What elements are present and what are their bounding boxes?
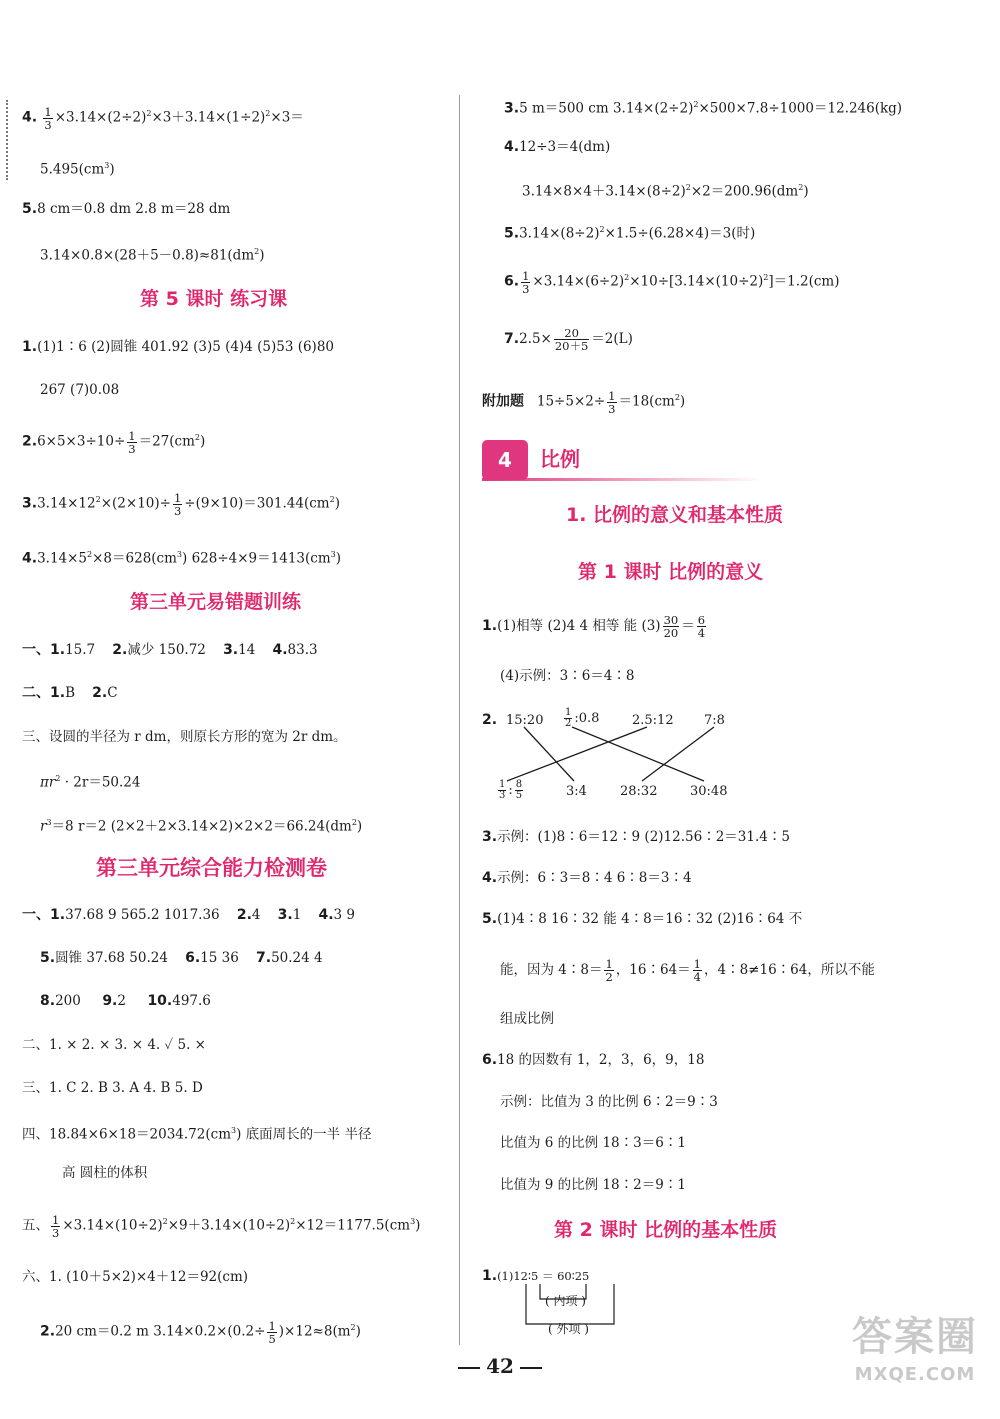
answer-line: 比值为 9 的比例 18∶2＝9∶1 bbox=[500, 1177, 686, 1193]
binding-edge-marks bbox=[6, 100, 12, 180]
answer-line: 4. $\frac{1}{3}$ $\times 3.14\times(2\div 2)^2\times 3+3.14\times(1\div 2)^2\times 3=$ bbox=[22, 104, 304, 132]
answer-line: $r^3=8$ r＝2 $(2\times 2+2\times 3.14\times 2)\times 2\times 2=66.24(dm^2)$ bbox=[40, 818, 363, 835]
answer-line: $5.495(cm^3)$ bbox=[40, 161, 115, 178]
fraction: $\frac{1}{3}$ bbox=[52, 1212, 60, 1240]
answer-line: $4.3.14\times 5^2\times 8=628(cm^3)$ $628\div 4\times 9=1413(cm^3)$ bbox=[22, 550, 342, 567]
fraction: $\frac{1}{2}$ bbox=[565, 707, 572, 729]
answer-line: 1.(1)相等 (2)4 4 相等 能 (3) $\frac{30}{20}$ ＝ $\frac{6}{4}$ bbox=[482, 613, 706, 640]
answer-line: 3.5 m＝500 cm $3.14\times(2\div 2)^2\times 500\times 7.8\div 1000=12.246(kg)$ bbox=[504, 100, 903, 117]
match-line bbox=[642, 727, 714, 781]
match-bottom-item: 30:48 bbox=[690, 784, 728, 799]
answer-line: $3.14\times 8\times 4+3.14\times(8\div 2)^2\times 2=200.96(dm^2)$ bbox=[522, 183, 809, 200]
answer-line: 5.圆锥 37.68 50.24 6.15 36 7.50.24 4 bbox=[40, 950, 323, 966]
outer-term-label: ( 外项 ) bbox=[548, 1322, 589, 1336]
fraction: $\frac{30}{20}$ bbox=[663, 613, 679, 640]
fraction: $\frac{1}{5}$ bbox=[268, 1318, 276, 1346]
fraction: $\frac{1}{3}$ bbox=[44, 104, 52, 132]
answer-line: 1.(1)12∶5 ＝ 60∶25 bbox=[482, 1268, 590, 1284]
fraction: $\frac{1}{4}$ bbox=[693, 957, 701, 984]
answer-line: 四、$18.84\times 6\times 18=2034.72(cm^3)$ 底面周长的一半 半径 bbox=[22, 1126, 372, 1143]
match-top-item: 15:20 bbox=[506, 713, 544, 728]
page-number: 42 bbox=[440, 1354, 560, 1378]
answer-line: 比值为 6 的比例 18∶3＝6∶1 bbox=[500, 1135, 686, 1151]
section-heading: 1. 比例的意义和基本性质 bbox=[566, 504, 784, 526]
answer-line: 2.20 cm＝0.2 m 3.14×0.2×(0.2÷ $\frac{1}{5}$ )$\times 12\approx 8(m^2)$ bbox=[40, 1318, 361, 1346]
answer-line: 示例：比值为 3 的比例 6∶2＝9∶3 bbox=[500, 1094, 718, 1110]
section-heading: 第三单元易错题训练 bbox=[130, 591, 302, 613]
section-heading: 第 5 课时 练习课 bbox=[140, 288, 288, 310]
answer-line: 267 (7)0.08 bbox=[40, 382, 120, 398]
answer-line: 2.6×5×3÷10÷ $\frac{1}{3}$ $=27(cm^2)$ bbox=[22, 428, 206, 456]
fraction: $\frac{1}{3}$ bbox=[522, 268, 530, 296]
fraction: $\frac{1}{2}$ bbox=[605, 957, 613, 984]
fraction: $\frac{1}{3}$ bbox=[128, 428, 136, 456]
site-watermark: 答案圈 MXQE.COM bbox=[852, 1314, 978, 1385]
fraction: $\frac{1}{3}$ bbox=[499, 779, 506, 801]
answer-line: 3.示例：(1)8∶6＝12∶9 (2)12.56∶2＝31.4∶5 bbox=[482, 829, 790, 845]
answer-line: $3.3.14\times 12^2\times(2\times 10)\div$ $\frac{1}{3}$ $\div(9\times 10)=301.44(cm^2)$ bbox=[22, 490, 340, 518]
match-bottom-item: 28:32 bbox=[620, 784, 658, 799]
answer-line: 6.18 的因数有 1，2，3，6，9，18 bbox=[482, 1052, 705, 1068]
answer-line: (4)示例：3∶6＝4∶8 bbox=[500, 668, 635, 684]
answer-line: $\pi r^2 \cdot 2r=50.24$ bbox=[40, 774, 141, 791]
match-top-item: $\frac{1}{2}$ :0.8 bbox=[565, 707, 600, 729]
answer-line: 2. bbox=[482, 712, 498, 728]
answer-line: 二、1. × 2. × 3. × 4. ✓ 5. × bbox=[22, 1037, 206, 1053]
section-heading: 第 2 课时 比例的基本性质 bbox=[554, 1219, 778, 1241]
answer-line: 三、设圆的半径为 r dm，则原长方形的宽为 2r dm。 bbox=[22, 729, 347, 745]
match-top-item: 2.5:12 bbox=[632, 713, 674, 728]
unit-underline bbox=[482, 478, 762, 481]
fraction: $\frac{1}{3}$ bbox=[608, 388, 616, 416]
column-divider bbox=[459, 95, 460, 1345]
answer-line: 5.8 cm＝0.8 dm 2.8 m＝28 dm bbox=[22, 201, 231, 217]
match-line bbox=[572, 727, 704, 781]
answer-line: 六、1. (10＋5×2)×4＋12＝92(cm) bbox=[22, 1269, 249, 1285]
fraction: $\frac{8}{5}$ bbox=[515, 779, 523, 801]
unit-title: 比例 bbox=[540, 447, 580, 471]
match-line bbox=[524, 727, 574, 781]
answer-line: 高 圆柱的体积 bbox=[62, 1165, 148, 1181]
answer-line: 三、1. C 2. B 3. A 4. B 5. D bbox=[22, 1080, 203, 1096]
fraction: $\frac{1}{3}$ bbox=[173, 490, 182, 518]
answer-line: 二、1.B 2.C bbox=[22, 685, 118, 701]
match-line bbox=[507, 727, 647, 781]
answer-line: 6. $\frac{1}{3}$ $\times 3.14\times(6\div 2)^2\times 10\div[3.14\times(10\div 2)^2]=1.2(cm)$ bbox=[504, 268, 840, 296]
fraction: $\frac{20}{20+5}$ bbox=[554, 326, 589, 353]
answer-line: 五、 $\frac{1}{3}$ $\times 3.14\times(10\div 2)^2\times 9+3.14\times(10\div 2)^2\times 12=1177.5(cm^3)$ bbox=[22, 1212, 421, 1240]
answer-line: 4.12÷3＝4(dm) bbox=[504, 139, 611, 155]
answer-line: $3.14\times 0.8\times(28+5-0.8)\approx 81(dm^2)$ bbox=[40, 247, 265, 264]
answer-line: 5.(1)4∶8 16∶32 能 4∶8＝16∶32 (2)16∶64 不 bbox=[482, 911, 803, 927]
answer-line: 1.(1)1∶6 (2)圆锥 401.92 (3)5 (4)4 (5)53 (6)80 bbox=[22, 339, 334, 355]
match-bottom-item: 3:4 bbox=[566, 784, 587, 799]
fraction: $\frac{6}{4}$ bbox=[697, 613, 706, 640]
answer-line: 8.200 9.2 10.497.6 bbox=[40, 993, 211, 1009]
inner-term-label: ( 内项 ) bbox=[545, 1294, 586, 1308]
unit-number-badge: 4 bbox=[482, 440, 528, 480]
answer-line: 组成比例 bbox=[500, 1011, 554, 1027]
section-heading: 第 1 课时 比例的意义 bbox=[578, 561, 764, 583]
answer-line: $5.3.14\times(8\div 2)^2\times 1.5\div(6.28\times 4)=3$(时) bbox=[504, 225, 756, 242]
answer-line: 能，因为 4∶8＝ $\frac{1}{2}$ ，16∶64＝ $\frac{1}{4}$ ，4∶8≠16∶64，所以不能 bbox=[500, 957, 875, 984]
section-heading: 第三单元综合能力检测卷 bbox=[96, 856, 327, 880]
match-top-item: 7:8 bbox=[704, 713, 725, 728]
match-bottom-item: $\frac{1}{3}$ : $\frac{8}{5}$ bbox=[499, 779, 523, 801]
answer-line: 4.示例：6∶3＝8∶4 6∶8＝3∶4 bbox=[482, 870, 692, 886]
answer-line: 一、1.15.7 2.减少 150.72 3.14 4.83.3 bbox=[22, 642, 318, 658]
answer-line: 附加题 15÷5×2÷ $\frac{1}{3}$ $=18(cm^2)$ bbox=[482, 388, 686, 416]
answer-line: 一、1.37.68 9 565.2 1017.36 2.4 3.1 4.3 9 bbox=[22, 907, 356, 923]
answer-line: 7.2.5× $\frac{20}{20+5}$ ＝2(L) bbox=[504, 326, 633, 353]
